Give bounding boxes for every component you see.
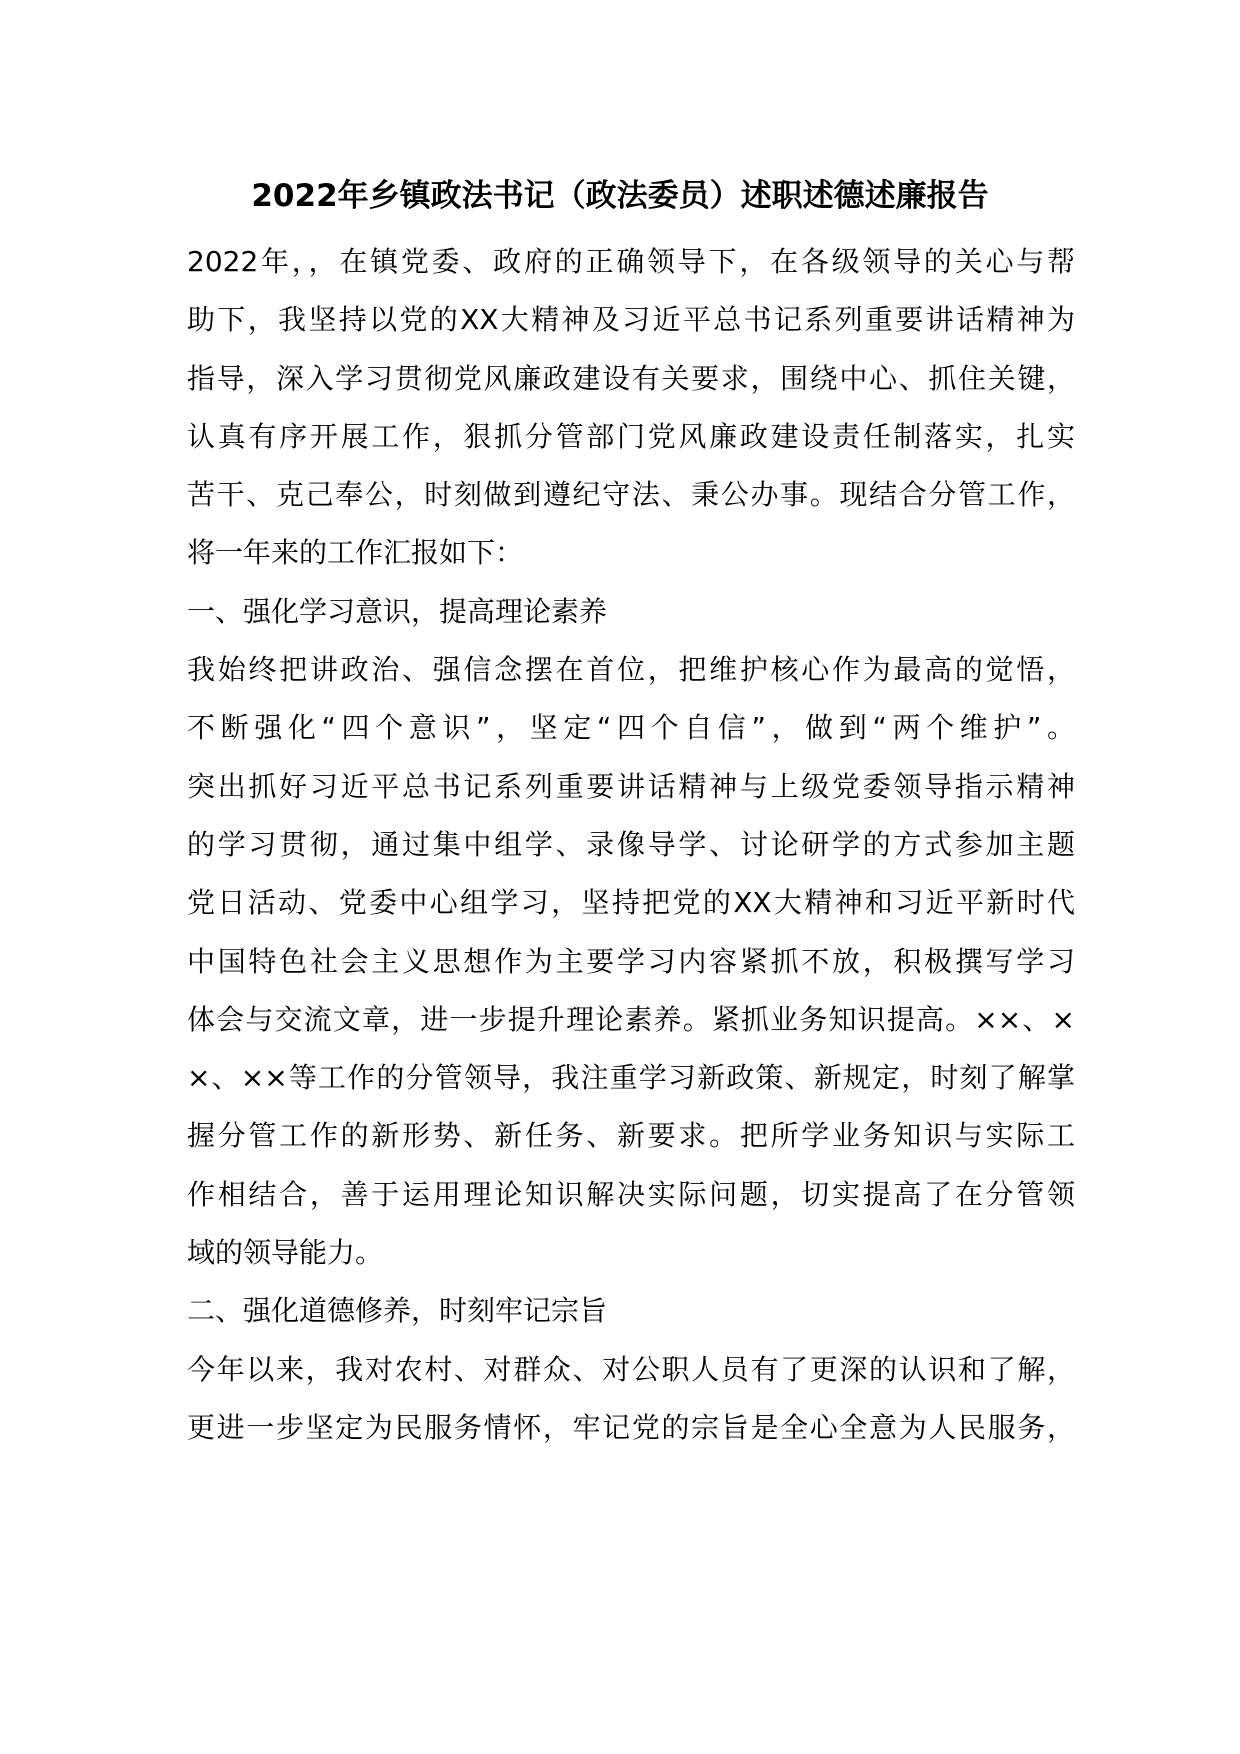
body-line: 不断强化“四个意识”，坚定“四个自信”，做到“两个维护”。	[187, 711, 1075, 745]
body-line: 握分管工作的新形势、新任务、新要求。把所学业务知识与实际工	[187, 1119, 1075, 1153]
body-line: ×、××等工作的分管领导，我注重学习新政策、新规定，时刻了解掌	[187, 1061, 1075, 1095]
section-heading-1: 一、强化学习意识，提高理论素养	[187, 594, 608, 628]
section-heading-2: 二、强化道德修养，时刻牢记宗旨	[187, 1294, 608, 1328]
body-line: 今年以来，我对农村、对群众、对公职人员有了更深的认识和了解，	[187, 1352, 1075, 1386]
body-line: 作相结合，善于运用理论知识解决实际问题，切实提高了在分管领	[187, 1177, 1075, 1211]
body-line: 助下，我坚持以党的XX大精神及习近平总书记系列重要讲话精神为	[187, 303, 1075, 337]
body-line: 域的领导能力。	[187, 1236, 384, 1270]
body-line: 突出抓好习近平总书记系列重要讲话精神与上级党委领导指示精神	[187, 769, 1075, 803]
body-line: 指导，深入学习贯彻党风廉政建设有关要求，围绕中心、抓住关键，	[187, 361, 1075, 395]
body-line: 苦干、克己奉公，时刻做到遵纪守法、秉公办事。现结合分管工作，	[187, 478, 1075, 512]
body-line: 将一年来的工作汇报如下：	[187, 536, 524, 570]
document-title: 2022年乡镇政法书记（政法委员）述职述德述廉报告	[251, 178, 989, 214]
document-body	[187, 242, 1075, 1466]
body-line: 党日活动、党委中心组学习，坚持把党的XX大精神和习近平新时代	[187, 886, 1075, 920]
body-line: 更进一步坚定为民服务情怀，牢记党的宗旨是全心全意为人民服务，	[187, 1410, 1075, 1444]
body-line: 我始终把讲政治、强信念摆在首位，把维护核心作为最高的觉悟，	[187, 653, 1075, 687]
body-line: 认真有序开展工作，狠抓分管部门党风廉政建设责任制落实，扎实	[187, 419, 1075, 453]
body-line: 中国特色社会主义思想作为主要学习内容紧抓不放，积极撰写学习	[187, 944, 1075, 978]
body-line: 体会与交流文章，进一步提升理论素养。紧抓业务知识提高。××、×	[187, 1002, 1075, 1036]
body-line: 的学习贯彻，通过集中组学、录像导学、讨论研学的方式参加主题	[187, 827, 1075, 861]
body-line: 2022年，，在镇党委、政府的正确领导下，在各级领导的关心与帮	[187, 245, 1075, 278]
